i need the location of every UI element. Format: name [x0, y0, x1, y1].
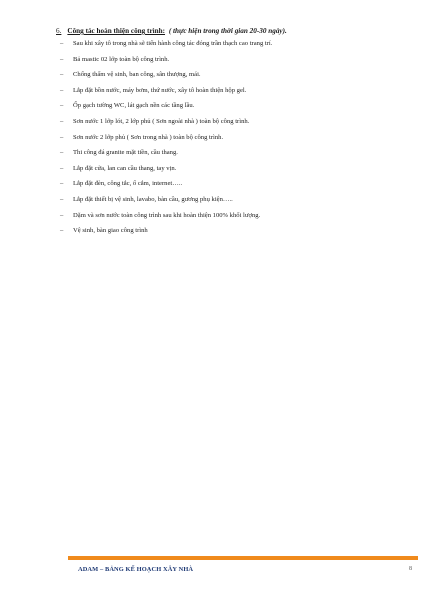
dash-bullet: –	[60, 40, 64, 47]
footer-title: ADAM – BẢNG KẾ HOẠCH XÂY NHÀ	[78, 566, 194, 573]
section-title: Công tác hoàn thiện công trình:	[67, 27, 166, 35]
list-item-text: Sơn nước 1 lớp lót, 2 lớp phủ ( Sơn ngoài nhà ) toàn bộ công trình.	[73, 117, 250, 125]
list-item-text: Lắp đặt bồn nước, máy bơm, thứ nước, xây tô hoàn thiện hộp gel.	[73, 86, 247, 94]
list-item-text: Ốp gạch tường WC, lát gạch nền các tầng lầu.	[73, 102, 195, 110]
section-note: ( thực hiện trong thời gian 20-30 ngày).	[168, 27, 287, 35]
dash-bullet: –	[60, 164, 64, 172]
list-item-text: Lắp đặt thiết bị vệ sinh, lavabo, bàn cầu, gương phụ kiện…..	[73, 195, 233, 203]
list-item-text: Vệ sinh, bàn giao công trình	[73, 227, 148, 235]
list-item-text: Chống thấm vệ sinh, ban công, sân thượng, mái.	[73, 71, 201, 79]
dash-bullet: –	[60, 102, 64, 110]
dash-bullet: –	[60, 211, 64, 219]
dash-bullet: –	[60, 149, 64, 157]
list-item-text: Sơn nước 2 lớp phủ ( Sơn trong nhà ) toàn bộ công trình.	[73, 133, 224, 141]
section-number: 6.	[56, 27, 62, 35]
dash-bullet: –	[60, 71, 64, 79]
dash-bullet: –	[60, 86, 64, 94]
dash-bullet: –	[60, 117, 64, 125]
section-heading	[56, 27, 287, 36]
dash-bullet: –	[60, 180, 64, 188]
dash-bullet: –	[60, 55, 64, 63]
list-item-text: Bả mastic 02 lớp toàn bộ công trình.	[73, 55, 170, 63]
list-item-text: Lắp đặt đèn, công tắc, ổ cắm, internet…..	[73, 180, 183, 188]
list-item-text: Thi công đá granite mặt tiền, cầu thang.	[73, 149, 178, 157]
dash-bullet: –	[60, 133, 64, 141]
footer-accent-bar	[68, 556, 418, 560]
dash-bullet: –	[60, 227, 64, 235]
dash-bullet: –	[60, 195, 64, 203]
list-item-text: Sau khi xây tô trong nhà sẽ tiến hành công tác đóng trần thạch cao trang trí.	[73, 40, 273, 47]
page-number: 8	[409, 566, 412, 572]
list-item-text: Dặm và sơn nước toàn công trình sau khi hoàn thiện 100% khối lượng.	[73, 211, 261, 219]
list-item-text: Lắp đặt cửa, lan can cầu thang, tay vịn.	[73, 164, 177, 172]
